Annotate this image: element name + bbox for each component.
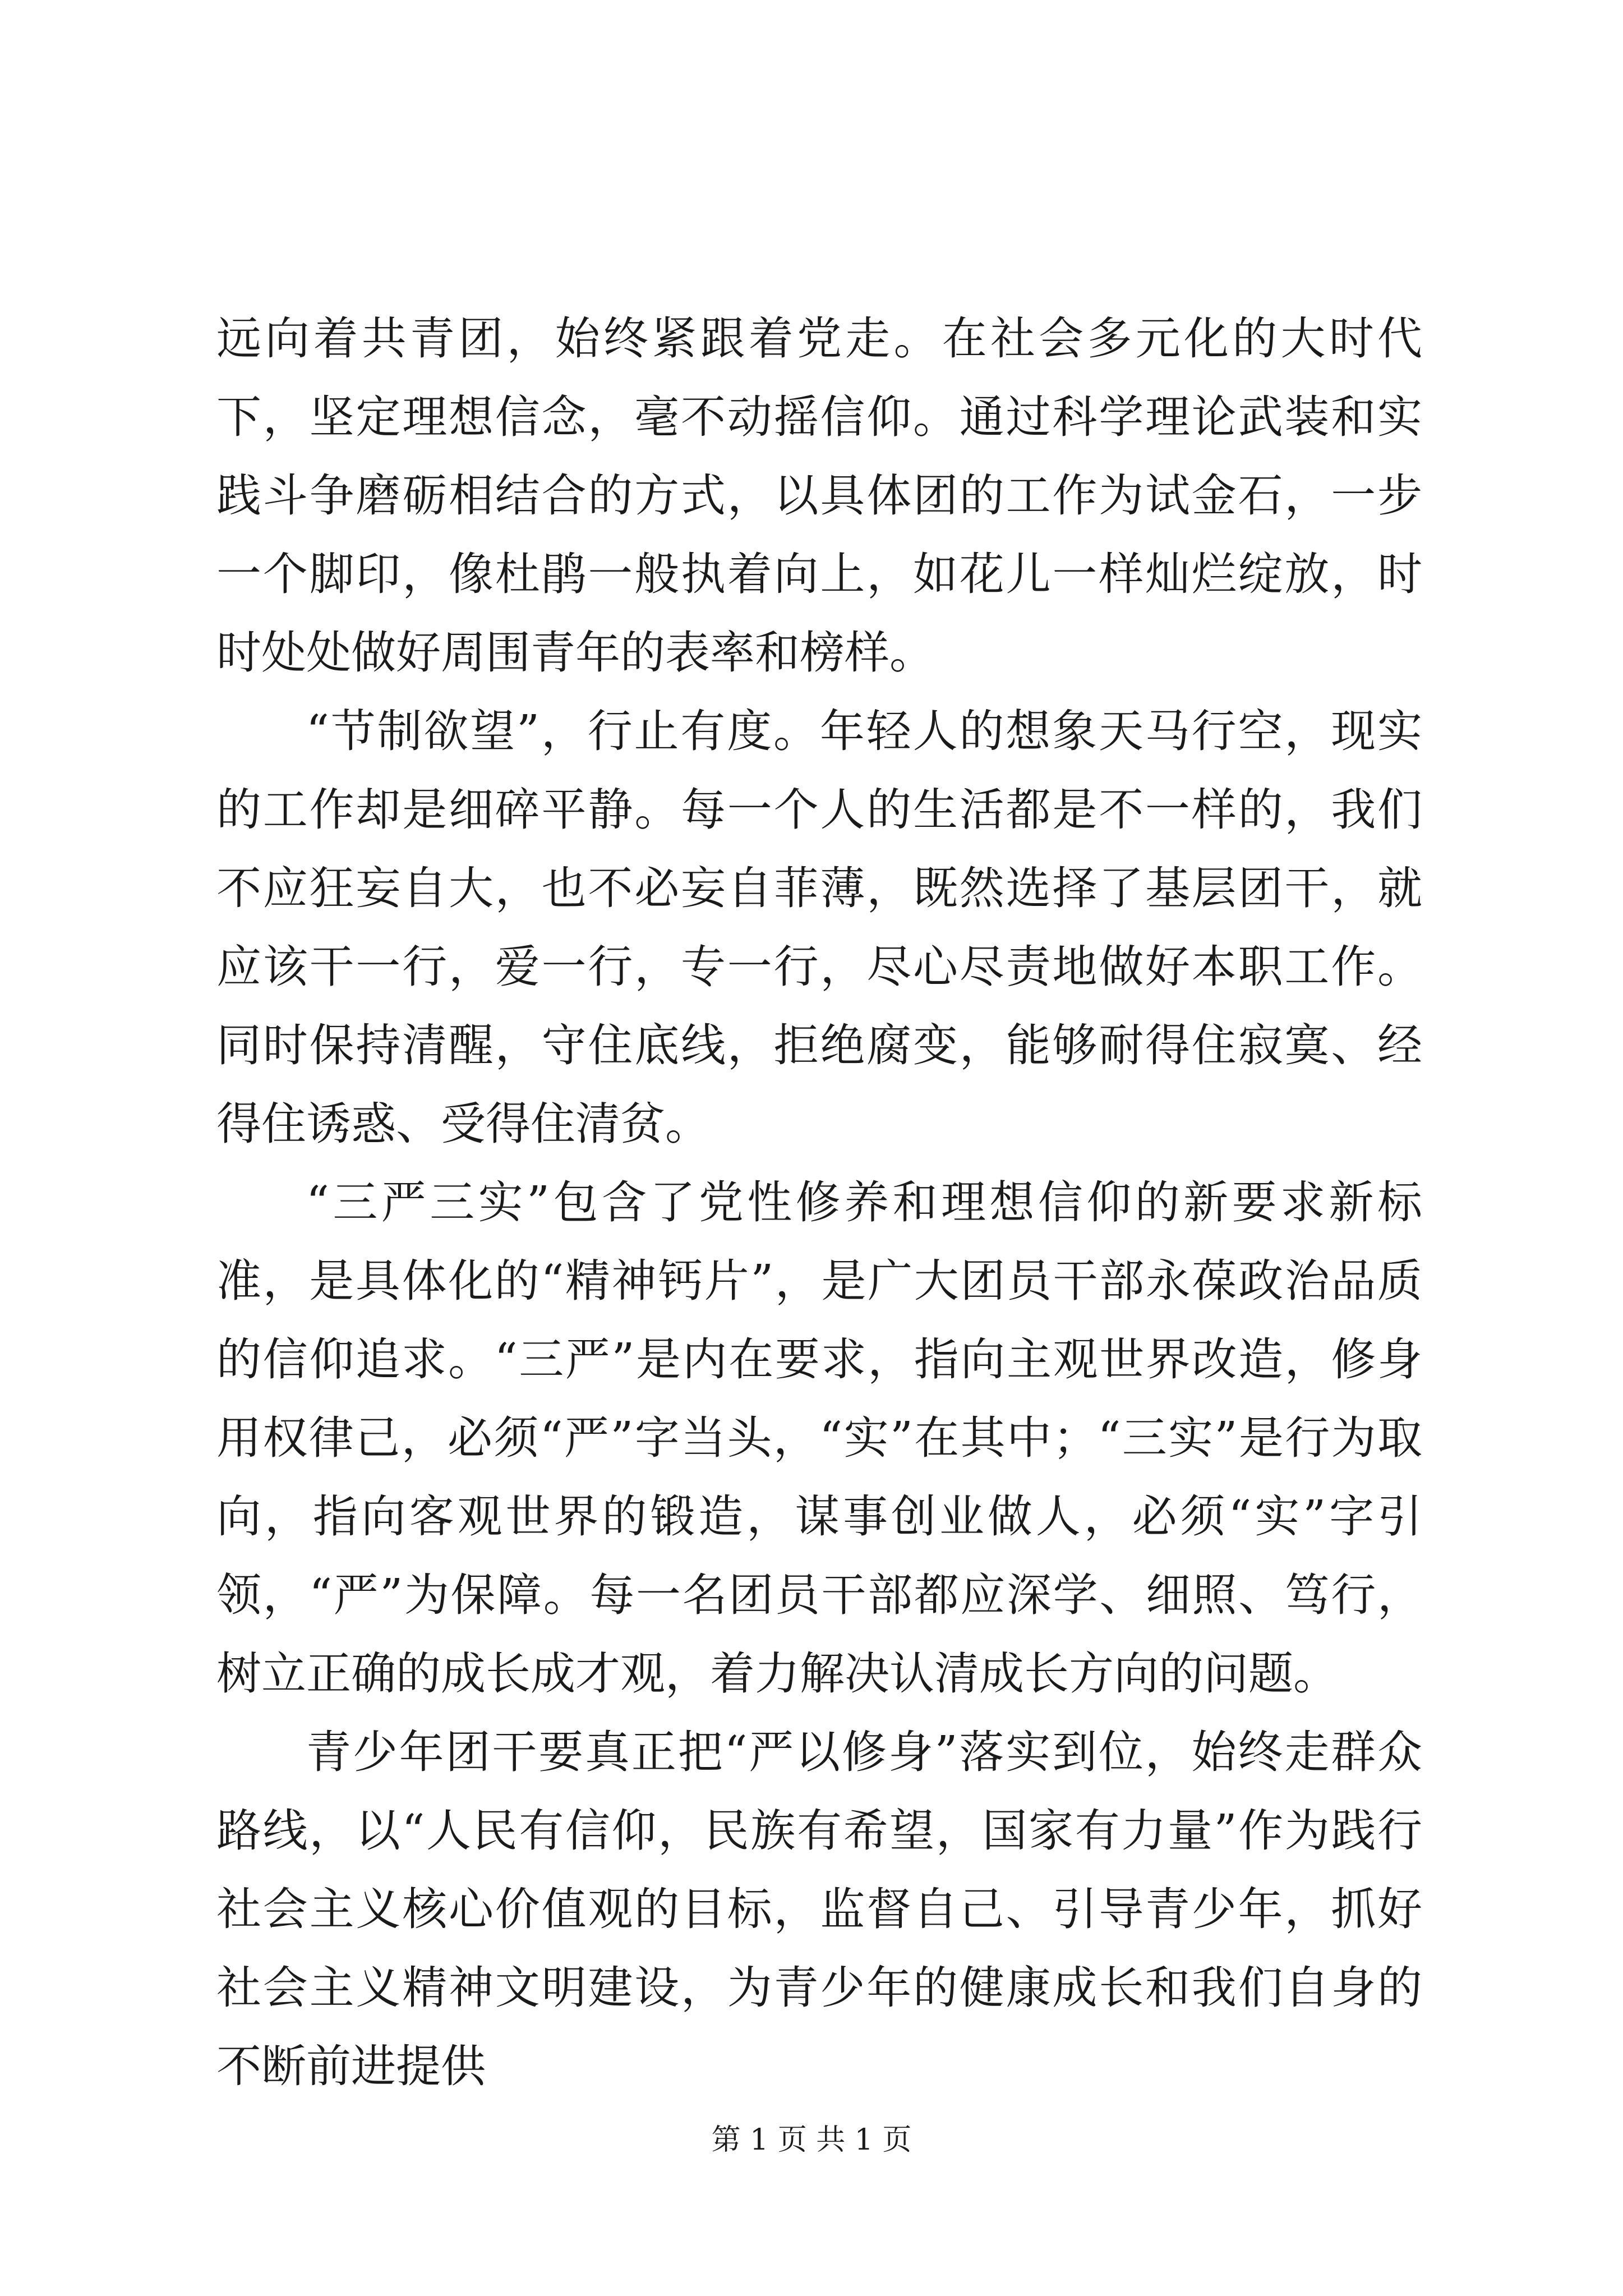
paragraph-3: “三严三实”包含了党性修养和理想信仰的新要求新标准，是具体化的“精神钙片”，是广大团员干部永葆政治品质的信仰追求。“三严”是内在要求，指向主观世界改造，修身用权律己，必须“严”字当头，“实”在其中；“三实”是行为取向，指向客观世界的锻造，谋事创业做人，必须“实”字引领，“严”为保障。每一名团员干部都应深学、细照、笃行，树立正确的成长成才观，着力解决认清成长方向的问题。 — [216, 1176, 1422, 1700]
paragraph-4: 青少年团干要真正把“严以修身”落实到位，始终走群众路线，以“人民有信仰，民族有希望，国家有力量”作为践行社会主义核心价值观的目标，监督自己、引导青少年，抓好社会主义精神文明建设，为青少年的健康成长和我们自身的不断前进提供 — [216, 1726, 1422, 2092]
paragraph-1: 远向着共青团，始终紧跟着党走。在社会多元化的大时代下，坚定理想信念，毫不动摇信仰。通过科学理论武装和实践斗争磨砺相结合的方式，以具体团的工作为试金石，一步一个脚印，像杜鹃一般执着向上，如花儿一样灿烂绽放，时时处处做好周围青年的表率和榜样。 — [216, 312, 1422, 679]
document-body — [216, 300, 1422, 2106]
paragraph-2: “节制欲望”，行止有度。年轻人的想象天马行空，现实的工作却是细碎平静。每一个人的生活都是不一样的，我们不应狂妄自大，也不必妄自菲薄，既然选择了基层团干，就应该干一行，爱一行，专一行，尽心尽责地做好本职工作。同时保持清醒，守住底线，拒绝腐变，能够耐得住寂寞、经得住诱惑、受得住清贫。 — [216, 705, 1422, 1150]
page-number-footer: 第 1 页 共 1 页 — [711, 2123, 912, 2157]
